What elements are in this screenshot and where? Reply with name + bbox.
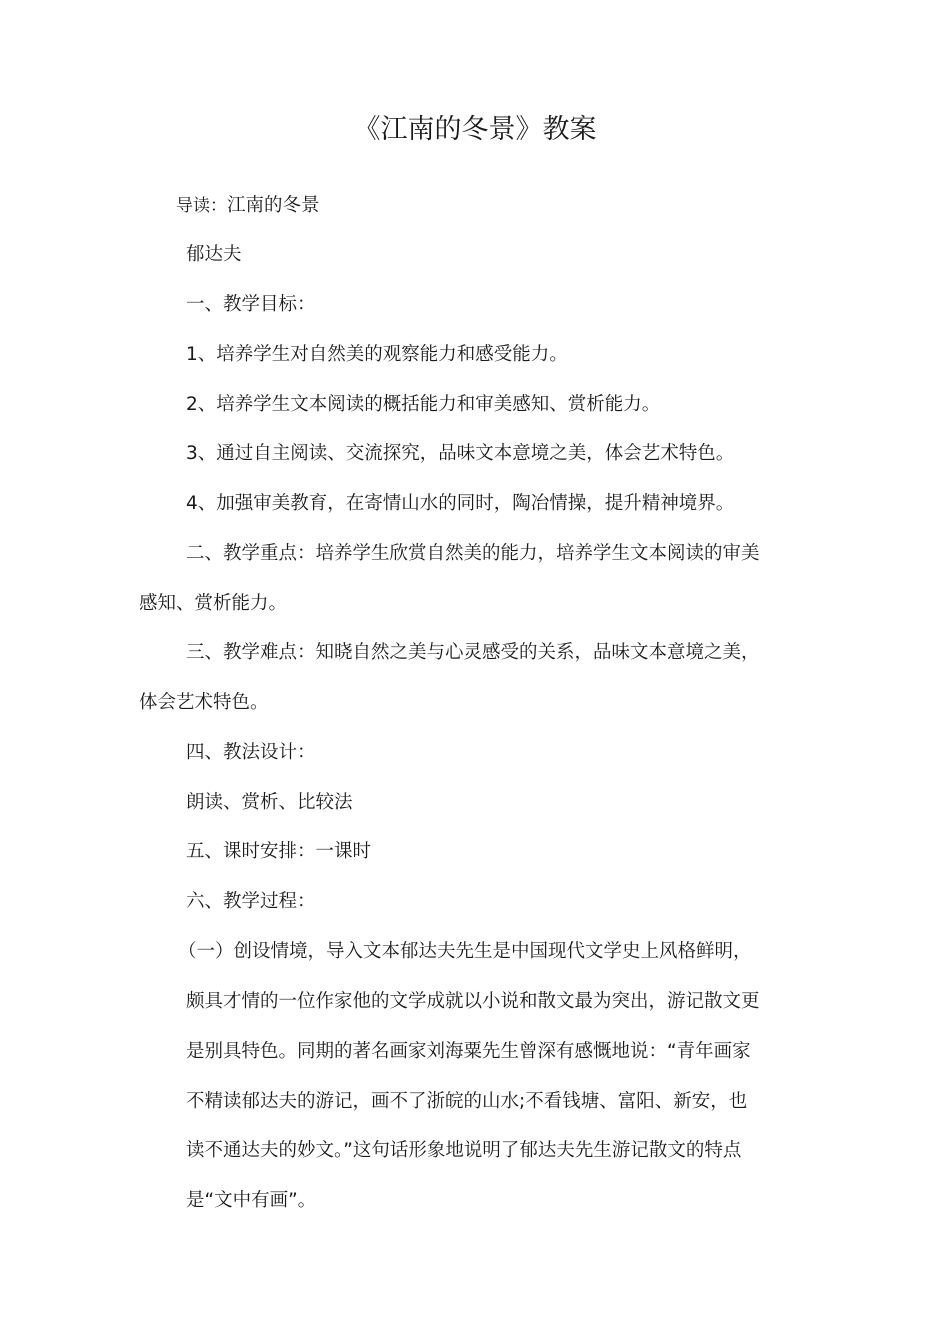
difficulties-line: 体会艺术特色。 xyxy=(139,692,269,713)
difficulties-line: 三、教学难点：知晓自然之美与心灵感受的关系，品味文本意境之美， xyxy=(186,642,760,663)
goal-item: 4、加强审美教育，在寄情山水的同时，陶冶情操，提升精神境界。 xyxy=(186,493,735,514)
document-title: 《江南的冬景》教案 xyxy=(353,114,597,145)
methods-heading: 四、教法设计： xyxy=(186,742,316,763)
process-paragraph-line: 颇具才情的一位作家他的文学成就以小说和散文最为突出，游记散文更 xyxy=(186,991,760,1012)
schedule-line: 五、课时安排：一课时 xyxy=(186,841,372,862)
author: 郁达夫 xyxy=(186,244,242,265)
process-paragraph-line: 不精读郁达夫的游记，画不了浙皖的山水;不看钱塘、富阳、新安，也 xyxy=(186,1091,748,1112)
goals-heading: 一、教学目标： xyxy=(186,294,316,315)
lead-label: 导读： xyxy=(176,196,227,216)
process-paragraph-line: 是别具特色。同期的著名画家刘海粟先生曾深有感慨地说：“青年画家 xyxy=(186,1041,751,1062)
process-heading: 六、教学过程： xyxy=(186,891,316,912)
methods-text: 朗读、赏析、比较法 xyxy=(186,792,353,813)
goal-item: 2、培养学生文本阅读的概括能力和审美感知、赏析能力。 xyxy=(186,394,661,415)
process-paragraph-line: 读不通达夫的妙文。”这句话形象地说明了郁达夫先生游记散文的特点 xyxy=(186,1140,742,1161)
lead-text: 江南的冬景 xyxy=(227,195,320,216)
process-paragraph-line: 是“文中有画”。 xyxy=(186,1190,317,1211)
goal-item: 1、培养学生对自然美的观察能力和感受能力。 xyxy=(186,344,568,365)
process-paragraph-line: （一）创设情境，导入文本郁达夫先生是中国现代文学史上风格鲜明， xyxy=(178,941,752,962)
goal-item: 3、通过自主阅读、交流探究，品味文本意境之美，体会艺术特色。 xyxy=(186,443,735,464)
key-points-line: 二、教学重点：培养学生欣赏自然美的能力，培养学生文本阅读的审美 xyxy=(186,543,760,564)
lead-line xyxy=(176,193,320,219)
key-points-line: 感知、赏析能力。 xyxy=(139,593,288,614)
